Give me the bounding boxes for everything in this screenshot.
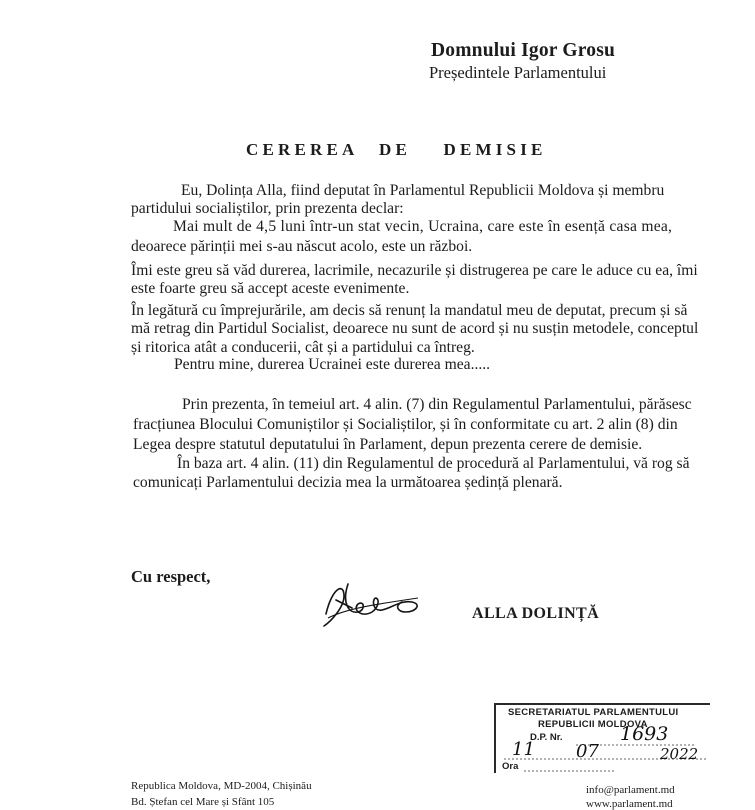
recipient-title: Președintele Parlamentului (429, 63, 607, 82)
stamp-handwritten-number: 1693 (620, 723, 669, 745)
title-word-3: DEMISIE (443, 140, 547, 159)
recipient-name: Domnului Igor Grosu (431, 40, 616, 61)
title-word-2: DE (378, 140, 412, 159)
handwritten-signature (318, 578, 430, 630)
stamp-handwritten-month: 07 (576, 741, 599, 762)
footer-address-line-2: Bd. Ștefan cel Mare și Sfânt 105 (131, 796, 275, 808)
footer-email: info@parlament.md (586, 784, 675, 796)
title-word-1: CEREREA (246, 140, 359, 159)
stamp-line-1: SECRETARIATUL PARLAMENTULUI (508, 707, 679, 718)
body-line: Prin prezenta, în temeiul art. 4 alin. (7) din Regulamentul Parlamentului, părăsesc (182, 396, 692, 413)
footer-address-line-1: Republica Moldova, MD-2004, Chișinău (131, 780, 312, 792)
closing-salutation: Cu respect, (131, 567, 211, 586)
stamp-handwritten-year: 2022 (660, 745, 699, 763)
stamp-handwritten-day: 11 (512, 739, 535, 760)
body-line: fracțiunea Blocului Comuniștilor și Socialiștilor, și în conformitate cu art. 2 alin (8) din (133, 416, 678, 433)
body-line: Îmi este greu să văd durerea, lacrimile, necazurile și distrugerea pe care le aduce cu ea, îmi (131, 262, 698, 279)
registration-stamp (494, 703, 710, 773)
body-line: deoarece părinții mei s-au născut acolo, este un război. (131, 238, 473, 255)
stamp-line-2: REPUBLICII MOLDOVA (538, 719, 648, 730)
body-line: Pentru mine, durerea Ucrainei este durerea mea..... (174, 356, 491, 373)
body-line: În baza art. 4 alin. (11) din Regulamentul de procedură al Parlamentului, vă rog să (177, 455, 690, 472)
body-line: Eu, Dolința Alla, fiind deputat în Parlamentul Republicii Moldova și membru (181, 182, 665, 199)
body-line: mă retrag din Partidul Socialist, deoarece nu sunt de acord și nu susțin metodele, conceptul (131, 320, 699, 337)
signatory-name: ALLA DOLINȚĂ (472, 605, 600, 622)
document-title (246, 140, 547, 160)
body-line: Mai mult de 4,5 luni într-un stat vecin, Ucraina, care este în esență casa mea, (173, 218, 673, 235)
body-line: Legea despre statutul deputatului în Parlament, depun prezenta cerere de demisie. (133, 436, 643, 453)
body-line: este foarte greu să accept aceste evenimente. (131, 280, 410, 297)
footer-website: www.parlament.md (586, 798, 673, 810)
stamp-hour-label: Ora (502, 761, 519, 772)
stamp-number-label: D.P. Nr. (530, 732, 563, 743)
body-line: și ritorica atât a conducerii, cât și a partidului ca întreg. (131, 339, 475, 356)
body-line: În legătură cu împrejurările, am decis să renunț la mandatul meu de deputat, precum și să (131, 302, 688, 319)
body-line: comunicați Parlamentului decizia mea la următoarea ședință plenară. (133, 474, 563, 491)
body-line: partidului socialiștilor, prin prezenta declar: (131, 200, 404, 217)
